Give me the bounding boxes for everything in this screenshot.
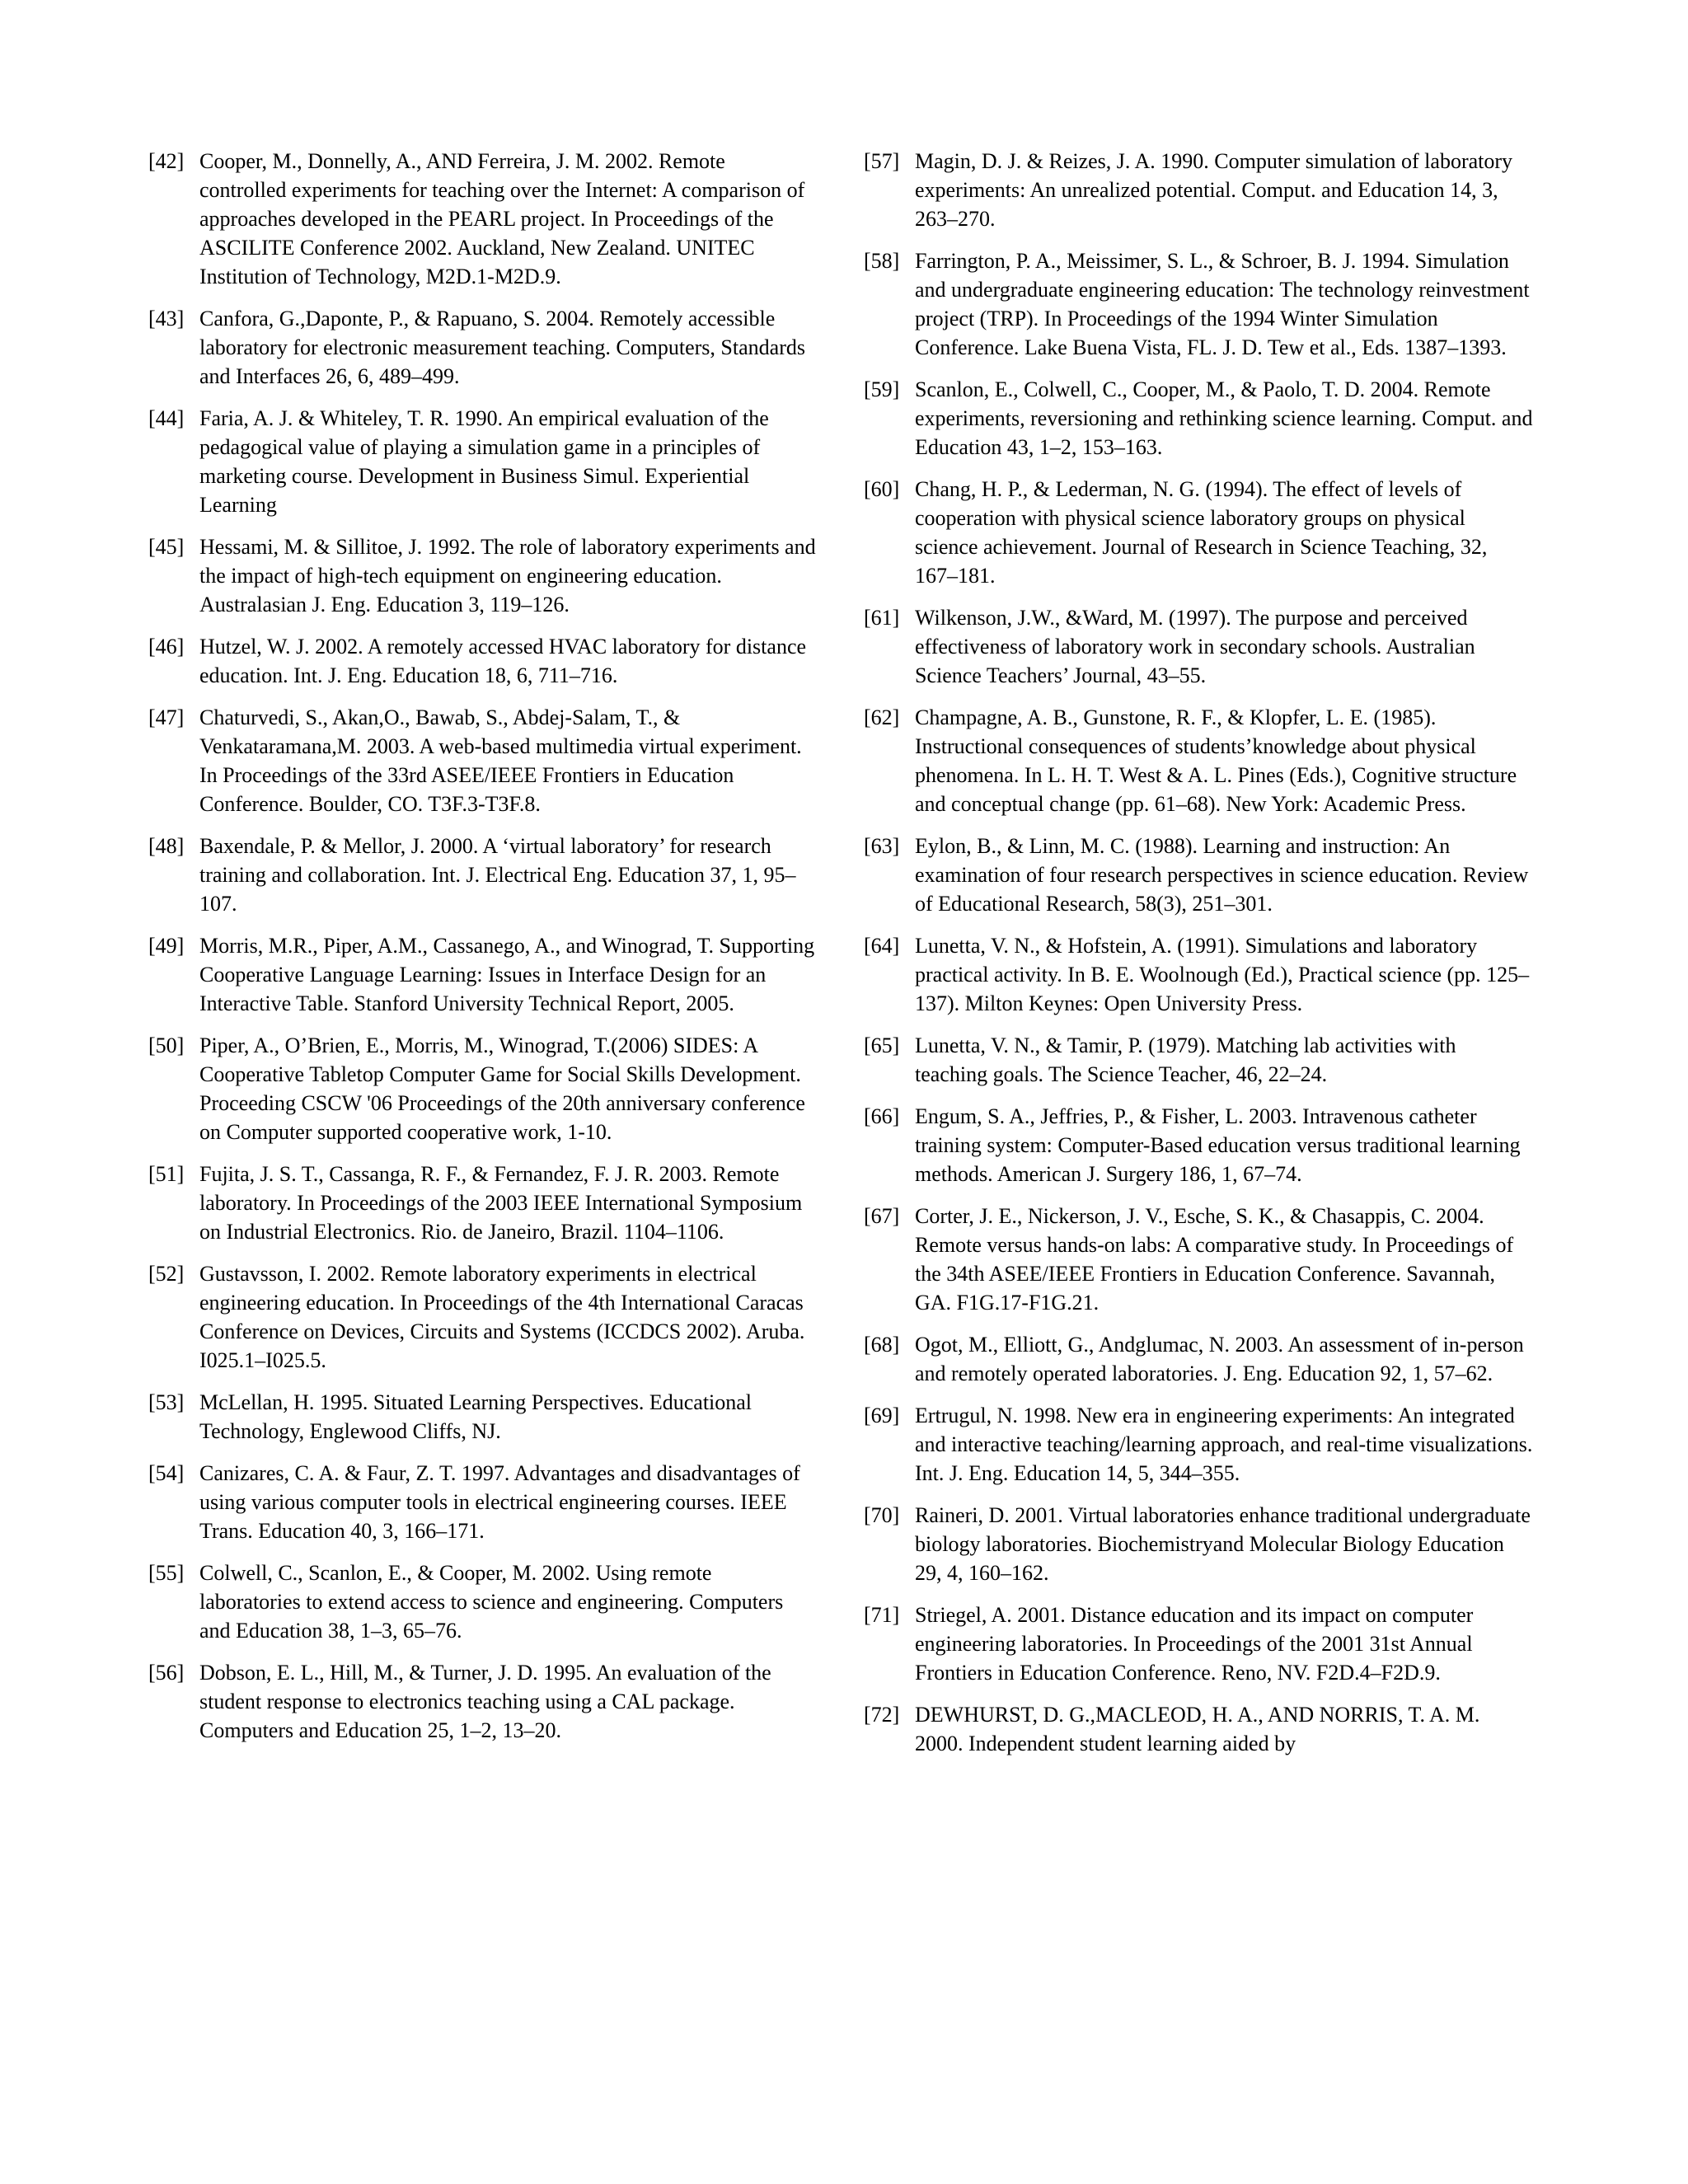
reference-entry <box>148 1658 816 1745</box>
reference-number: [55] <box>148 1561 185 1585</box>
reference-number: [48] <box>148 834 185 858</box>
reference-entry <box>148 404 816 519</box>
reference-text: McLellan, H. 1995. Situated Learning Perspectives. Educational Technology, Englewood Cliffs, NJ. <box>199 1390 753 1443</box>
reference-number: [50] <box>148 1033 185 1057</box>
reference-text: Canfora, G.,Daponte, P., & Rapuano, S. 2004. Remotely accessible laboratory for electronic measurement teaching. Computers, Standards and Interfaces 26, 6, 489–499. <box>199 307 805 388</box>
reference-text: Ertrugul, N. 1998. New era in engineering experiments: An integrated and interactive teaching/learning approach, and real-time visualizations. Int. J. Eng. Education 14, 5, 344–355. <box>915 1404 1533 1485</box>
reference-number: [47] <box>148 705 185 729</box>
reference-text: Lunetta, V. N., & Hofstein, A. (1991). Simulations and laboratory practical activity. In B. E. Woolnough (Ed.), Practical science (pp. 125–137). Milton Keynes: Open University Press. <box>915 934 1530 1015</box>
reference-entry <box>864 1330 1533 1388</box>
reference-entry <box>864 1700 1533 1758</box>
reference-text: Baxendale, P. & Mellor, J. 2000. A ‘virtual laboratory’ for research training and collaboration. Int. J. Electrical Eng. Education 37, 1, 95–107. <box>199 834 796 916</box>
reference-text: Engum, S. A., Jeffries, P., & Fisher, L. 2003. Intravenous catheter training system: Computer-Based education versus traditional learning methods. American J. Surgery 186, 1, 67–74. <box>915 1104 1521 1186</box>
reference-text: Hutzel, W. J. 2002. A remotely accessed HVAC laboratory for distance education. Int. J. Eng. Education 18, 6, 711–716. <box>199 635 807 687</box>
reference-text: Faria, A. J. & Whiteley, T. R. 1990. An empirical evaluation of the pedagogical value of playing a simulation game in a principles of marketing course. Development in Business Simul. Experiential Learning <box>199 406 769 517</box>
reference-number: [53] <box>148 1390 185 1414</box>
references-column-right <box>864 147 1533 1771</box>
reference-entry <box>864 1031 1533 1089</box>
reference-number: [58] <box>864 249 900 273</box>
reference-number: [46] <box>148 635 185 658</box>
reference-text: Piper, A., O’Brien, E., Morris, M., Winograd, T.(2006) SIDES: A Cooperative Tabletop Computer Game for Social Skills Development. Proceeding CSCW '06 Proceedings of the 20th anniversary conference on Computer supported cooperative work, 1-10. <box>199 1033 805 1144</box>
reference-number: [69] <box>864 1404 900 1427</box>
reference-entry <box>148 1160 816 1246</box>
reference-number: [68] <box>864 1333 900 1357</box>
reference-number: [67] <box>864 1204 900 1228</box>
reference-text: Gustavsson, I. 2002. Remote laboratory experiments in electrical engineering education. In Proceedings of the 4th International Caracas Conference on Devices, Circuits and Systems (ICCDCS 2002). Aruba. I025.1–I025.5. <box>199 1262 805 1372</box>
reference-entry <box>148 1558 816 1645</box>
reference-text: DEWHURST, D. G.,MACLEOD, H. A., AND NORRIS, T. A. M. 2000. Independent student learning aided by <box>915 1703 1480 1755</box>
reference-text: Eylon, B., & Linn, M. C. (1988). Learning and instruction: An examination of four research perspectives in science education. Review of Educational Research, 58(3), 251–301. <box>915 834 1529 916</box>
reference-text: Cooper, M., Donnelly, A., AND Ferreira, J. M. 2002. Remote controlled experiments for teaching over the Internet: A comparison of approaches developed in the PEARL project. In Proceedings of the ASCILITE Conference 2002. Auckland, New Zealand. UNITEC Institution of Technology, M2D.1-M2D.9. <box>199 149 805 288</box>
reference-number: [43] <box>148 307 185 330</box>
reference-number: [52] <box>148 1262 185 1286</box>
reference-number: [64] <box>864 934 900 958</box>
reference-entry <box>148 1031 816 1146</box>
reference-number: [62] <box>864 705 900 729</box>
reference-number: [42] <box>148 149 185 173</box>
reference-entry <box>864 147 1533 233</box>
reference-text: Striegel, A. 2001. Distance education and its impact on computer engineering laboratories. In Proceedings of the 2001 31st Annual Frontiers in Education Conference. Reno, NV. F2D.4–F2D.9. <box>915 1603 1474 1685</box>
reference-number: [49] <box>148 934 185 958</box>
reference-text: Ogot, M., Elliott, G., Andglumac, N. 2003. An assessment of in-person and remotely operated laboratories. J. Eng. Education 92, 1, 57–62. <box>915 1333 1524 1385</box>
reference-text: Champagne, A. B., Gunstone, R. F., & Klopfer, L. E. (1985). Instructional consequences of students’knowledge about physical phenomena. In L. H. T. West & A. L. Pines (Eds.), Cognitive structure and conceptual change (pp. 61–68). New York: Academic Press. <box>915 705 1517 816</box>
reference-text: Colwell, C., Scanlon, E., & Cooper, M. 2002. Using remote laboratories to extend access to science and engineering. Computers and Education 38, 1–3, 65–76. <box>199 1561 784 1643</box>
reference-number: [56] <box>148 1661 185 1685</box>
reference-number: [61] <box>864 606 900 630</box>
reference-entry <box>148 832 816 918</box>
reference-entry <box>148 304 816 391</box>
reference-text: Magin, D. J. & Reizes, J. A. 1990. Computer simulation of laboratory experiments: An unrealized potential. Comput. and Education 14, 3, 263–270. <box>915 149 1513 231</box>
reference-entry <box>148 532 816 619</box>
reference-entry <box>864 1102 1533 1188</box>
reference-text: Morris, M.R., Piper, A.M., Cassanego, A., and Winograd, T. Supporting Cooperative Language Learning: Issues in Interface Design for an Interactive Table. Stanford University Technical Report, 2005. <box>199 934 815 1015</box>
reference-number: [45] <box>148 535 185 559</box>
reference-number: [65] <box>864 1033 900 1057</box>
reference-number: [71] <box>864 1603 900 1627</box>
reference-entry <box>864 246 1533 362</box>
reference-entry <box>864 475 1533 590</box>
reference-entry <box>864 931 1533 1018</box>
reference-number: [63] <box>864 834 900 858</box>
reference-entry <box>864 1401 1533 1488</box>
reference-text: Wilkenson, J.W., &Ward, M. (1997). The purpose and perceived effectiveness of laboratory work in secondary schools. Australian Science Teachers’ Journal, 43–55. <box>915 606 1475 687</box>
reference-entry <box>864 603 1533 690</box>
reference-entry <box>148 931 816 1018</box>
reference-entry <box>148 632 816 690</box>
reference-text: Farrington, P. A., Meissimer, S. L., & Schroer, B. J. 1994. Simulation and undergraduate engineering education: The technology reinvestment project (TRP). In Proceedings of the 1994 Winter Simulation Conference. Lake Buena Vista, FL. J. D. Tew et al., Eds. 1387–1393. <box>915 249 1530 359</box>
reference-entry <box>148 1388 816 1446</box>
reference-entry <box>148 703 816 818</box>
reference-entry <box>864 703 1533 818</box>
reference-number: [60] <box>864 477 900 501</box>
reference-entry <box>864 1202 1533 1317</box>
reference-entry <box>148 147 816 291</box>
reference-text: Raineri, D. 2001. Virtual laboratories enhance traditional undergraduate biology laboratories. Biochemistryand Molecular Biology Education 29, 4, 160–162. <box>915 1503 1531 1585</box>
reference-number: [44] <box>148 406 185 430</box>
reference-text: Canizares, C. A. & Faur, Z. T. 1997. Advantages and disadvantages of using various computer tools in electrical engineering courses. IEEE Trans. Education 40, 3, 166–171. <box>199 1461 800 1543</box>
reference-text: Fujita, J. S. T., Cassanga, R. F., & Fernandez, F. J. R. 2003. Remote laboratory. In Proceedings of the 2003 IEEE International Symposium on Industrial Electronics. Rio. de Janeiro, Brazil. 1104–1106. <box>199 1162 803 1244</box>
reference-text: Chaturvedi, S., Akan,O., Bawab, S., Abdej-Salam, T., & Venkataramana,M. 2003. A web-based multimedia virtual experiment. In Proceedings of the 33rd ASEE/IEEE Frontiers in Education Conference. Boulder, CO. T3F.3-T3F.8. <box>199 705 802 816</box>
reference-number: [57] <box>864 149 900 173</box>
reference-text: Chang, H. P., & Lederman, N. G. (1994). The effect of levels of cooperation with physical science laboratory groups on physical science achievement. Journal of Research in Science Teaching, 32, 167–181. <box>915 477 1488 588</box>
reference-entry <box>148 1259 816 1375</box>
reference-text: Lunetta, V. N., & Tamir, P. (1979). Matching lab activities with teaching goals. The Science Teacher, 46, 22–24. <box>915 1033 1456 1086</box>
reference-text: Corter, J. E., Nickerson, J. V., Esche, S. K., & Chasappis, C. 2004. Remote versus hands-on labs: A comparative study. In Proceedings of the 34th ASEE/IEEE Frontiers in Education Conference. Savannah, GA. F1G.17-F1G.21. <box>915 1204 1514 1315</box>
reference-text: Scanlon, E., Colwell, C., Cooper, M., & Paolo, T. D. 2004. Remote experiments, reversioning and rethinking science learning. Comput. and Education 43, 1–2, 153–163. <box>915 377 1533 459</box>
reference-entry <box>864 1601 1533 1687</box>
reference-entry <box>864 832 1533 918</box>
reference-text: Hessami, M. & Sillitoe, J. 1992. The role of laboratory experiments and the impact of high-tech equipment on engineering education. Australasian J. Eng. Education 3, 119–126. <box>199 535 816 616</box>
references-column-left <box>148 147 816 1758</box>
reference-entry <box>864 375 1533 462</box>
reference-number: [59] <box>864 377 900 401</box>
reference-entry <box>864 1501 1533 1587</box>
reference-number: [54] <box>148 1461 185 1485</box>
reference-number: [72] <box>864 1703 900 1727</box>
reference-entry <box>148 1459 816 1545</box>
reference-number: [66] <box>864 1104 900 1128</box>
reference-number: [70] <box>864 1503 900 1527</box>
reference-number: [51] <box>148 1162 185 1186</box>
reference-text: Dobson, E. L., Hill, M., & Turner, J. D. 1995. An evaluation of the student response to electronics teaching using a CAL package. Computers and Education 25, 1–2, 13–20. <box>199 1661 771 1742</box>
